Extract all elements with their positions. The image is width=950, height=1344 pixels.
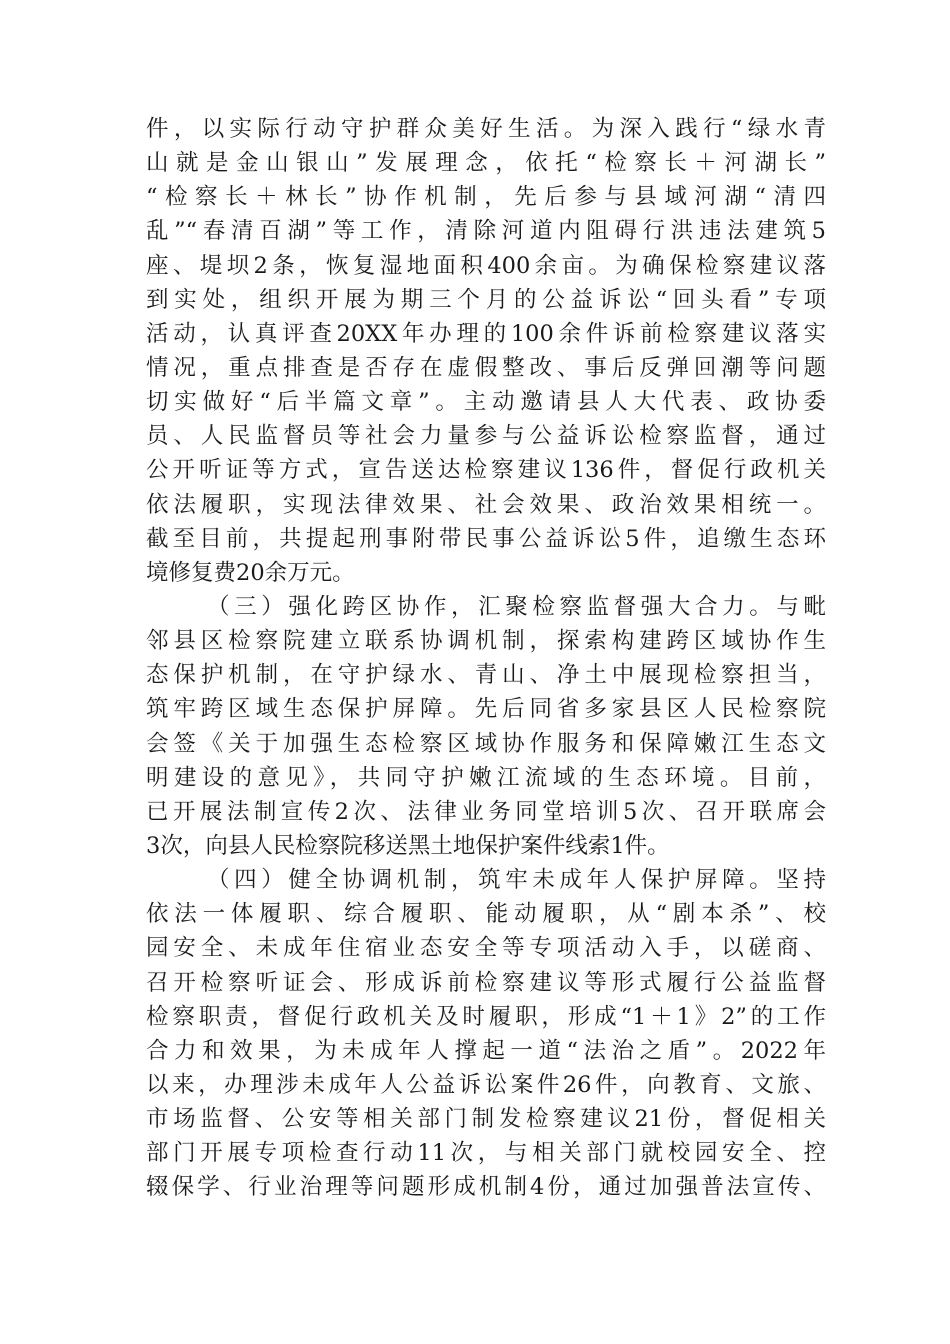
text-line: 境修复费20余万元。 [146,559,355,586]
text-line: 筑牢跨区域生态保护屏障。先后同省多家县区人民检察院 [146,696,826,723]
text-line: 已开展法制宣传2次、法律业务同堂培训5次、召开联席会 [146,798,826,825]
text-line: 辍保学、行业治理等问题形成机制4份，通过加强普法宣传、 [146,1174,826,1201]
section-heading-line: （三）强化跨区协作，汇聚检察监督强大合力。与毗 [207,593,826,620]
text-line: “检察长＋林长”协作机制，先后参与县域河湖“清四 [146,184,826,211]
text-line: 以来，办理涉未成年人公益诉讼案件26件，向教育、文旅、 [146,1071,826,1098]
text-line: 检察职责，督促行政机关及时履职，形成“1＋1》2”的工作 [146,1003,826,1030]
text-line: 会签《关于加强生态检察区域协作服务和保障嫩江生态文 [146,730,826,757]
body-text [146,112,826,1205]
section-heading-line: （四）健全协调机制，筑牢未成年人保护屏障。坚持 [207,867,826,894]
text-line: 园安全、未成年住宿业态安全等专项活动入手，以磋商、 [146,935,826,962]
text-line: 市场监督、公安等相关部门制发检察建议21份，督促相关 [146,1106,826,1133]
text-line: 部门开展专项检查行动11次，与相关部门就校园安全、控 [146,1140,826,1167]
text-line: 件，以实际行动守护群众美好生活。为深入践行“绿水青 [146,116,826,142]
text-line: 员、人民监督员等社会力量参与公益诉讼检察监督，通过 [146,423,826,450]
text-line: 依法一体履职、综合履职、能动履职，从“剧本杀”、校 [146,901,826,928]
text-line: 邻县区检察院建立联系协调机制，探索构建跨区域协作生 [146,628,826,655]
text-line: 态保护机制，在守护绿水、青山、净土中展现检察担当， [146,662,826,689]
text-line: 依法履职，实现法律效果、社会效果、政治效果相统一。 [146,491,826,518]
text-line: 公开听证等方式，宣告送达检察建议136件，督促行政机关 [146,457,826,484]
text-line: 活动，认真评查20XX年办理的100余件诉前检察建议落实 [146,320,826,347]
text-line: 到实处，组织开展为期三个月的公益诉讼“回头看”专项 [146,286,826,313]
text-line: 召开检察听证会、形成诉前检察建议等形式履行公益监督 [146,969,826,996]
text-line: 山就是金山银山”发展理念，依托“检察长＋河湖长” [146,150,826,177]
text-line: 明建设的意见》，共同守护嫩江流域的生态环境。目前， [146,764,826,791]
text-line: 合力和效果，为未成年人撑起一道“法治之盾”。2022年 [146,1037,826,1064]
text-line: 乱”“春清百湖”等工作，清除河道内阻碍行洪违法建筑5 [146,218,826,245]
text-line: 截至目前，共提起刑事附带民事公益诉讼5件，追缴生态环 [146,525,826,552]
text-line: 情况，重点排查是否存在虚假整改、事后反弹回潮等问题 [146,354,826,381]
text-line: 3次，向县人民检察院移送黑土地保护案件线索1件。 [146,832,670,859]
text-line: 座、堤坝2条，恢复湿地面积400余亩。为确保检察建议落 [146,252,826,279]
text-line: 切实做好“后半篇文章”。主动邀请县人大代表、政协委 [146,389,826,416]
